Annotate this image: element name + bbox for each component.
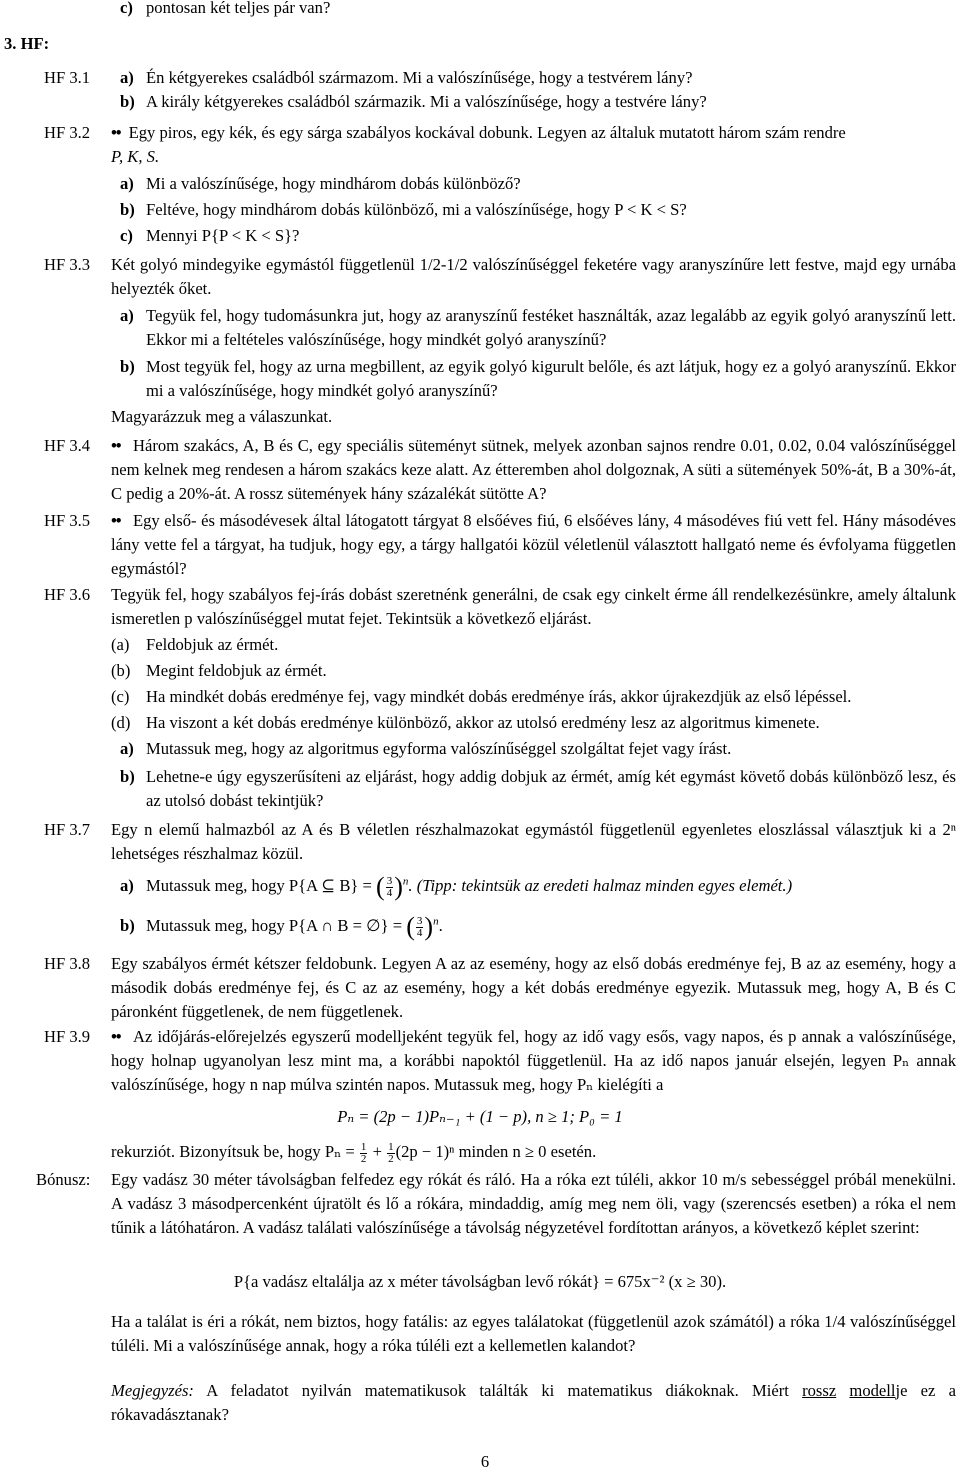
step-label: (a) <box>111 635 130 654</box>
difficulty-bullet-icon: •• <box>111 1027 121 1046</box>
problem-text: Három szakács, A, B és C, egy speciális süteményt sütnek, melyek azonban sajnos rendre 0.01, 0.02, 0.04 valószínűséggel nem kelnek meg rendesen a három szakács keze alatt. Az étteremben ahol dolgoznak, A süti a sütemények 50%-át, B a 30%-át, C pedig a 20%-át. A rossz sütemények hány százalékát sütötte A? <box>111 436 956 503</box>
problem-text: Egy piros, egy kék, és egy sárga szabályos kockával dobunk. Legyen az általuk mutatott három szám rendre <box>128 123 846 142</box>
item-text: A király kétgyerekes családból származik. Mi a valószínűsége, hogy a testvére lány? <box>146 92 707 111</box>
problem-text: P, K, S. <box>111 147 160 166</box>
item-text: Tegyük fel, hogy tudomásunkra jut, hogy az aranyszínű festéket használták, azaz legalább az egyik golyó aranyszínű lett. Ekkor mi a feltételes valószínűsége, hogy mindkét golyó aranyszínű? <box>146 306 956 349</box>
item-label-b: b) <box>120 767 135 786</box>
page-number: 6 <box>480 1452 490 1471</box>
problem-label: HF 3.7 <box>44 820 91 839</box>
problem-text: Egy szabályos érmét kétszer feldobunk. Legyen A az az esemény, hogy az első dobás eredménye fej, B az az esemény, hogy a második dobás eredménye fej, és C az az esemény, hogy a két dobás eredménye egyezik. Mutassuk meg, hogy A, B és C páronként függetlenek, de nem függetlenek. <box>111 954 956 1021</box>
difficulty-bullet-icon: •• <box>111 436 121 455</box>
problem-label: HF 3.3 <box>44 255 91 274</box>
item-text: Most tegyük fel, hogy az urna megbillent, az egyik golyó kigurult belőle, és azt látjuk, hogy ez a golyó aranyszínű. Ekkor mi a valószínűsége, hogy mindkét golyó aranyszínű? <box>146 357 956 400</box>
step-text: Ha mindkét dobás eredménye fej, vagy mindkét dobás eredménye írás, akkor újrakezdjük az első lépéssel. <box>146 687 852 706</box>
problem-text: Tegyük fel, hogy szabályos fej-írás dobást szeretnénk generálni, de csak egy cinkelt érme áll rendelkezésünkre, amely általunk ismeretlen p valószínűséggel mutat fejet. Tekintsük a következő eljárást. <box>111 585 956 628</box>
item-label-b: b) <box>120 357 135 376</box>
hit-probability-formula: P{a vadász eltalálja az x méter távolságban levő rókát} = 675x⁻² (x ≥ 30). <box>233 1272 727 1291</box>
step-label: (c) <box>111 687 130 706</box>
problem-text: Ha a találat is éri a rókát, nem biztos, hogy fatális: az egyes találatokat (függetlenül azok számától) a róka 1/4 valószínűséggel túléli. Mi a valószínűsége annak, hogy a róka túléli ezt a kellemetlen kalandot? <box>111 1312 956 1355</box>
problem-label: HF 3.6 <box>44 585 91 604</box>
step-text: Ha viszont a két dobás eredménye különböző, akkor az utolsó eredmény lesz az algoritmus kimenete. <box>146 713 820 732</box>
problem-label: HF 3.2 <box>44 123 91 142</box>
step-label: (b) <box>111 661 131 680</box>
item-label-c: c) <box>120 0 133 17</box>
difficulty-bullet-icon: •• <box>111 123 121 142</box>
item-text: Mutassuk meg, hogy P{A ⊆ B} = ( $\frac{3}{4}$ )$^n$. (Tipp: tekintsük az eredeti halmaz minden egyes elemét.) <box>146 872 793 902</box>
item-label-b: b) <box>120 92 135 111</box>
section-heading: 3. HF: <box>4 34 50 53</box>
item-text: Mennyi P{P < K < S}? <box>146 226 300 245</box>
problem-text: Két golyó mindegyike egymástól függetlenül 1/2-1/2 valószínűséggel feketére vagy aranyszínűre lett festve, majd egy urnába helyezték őket. <box>111 255 956 298</box>
problem-label: HF 3.8 <box>44 954 91 973</box>
item-text: pontosan két teljes pár van? <box>146 0 331 17</box>
step-text: Feldobjuk az érmét. <box>146 635 279 654</box>
item-text: Feltéve, hogy mindhárom dobás különböző, mi a valószínűsége, hogy P < K < S? <box>146 200 687 219</box>
problem-label: Bónusz: <box>36 1170 91 1189</box>
step-text: Megint feldobjuk az érmét. <box>146 661 327 680</box>
recursion-equation: Pₙ = (2p − 1)Pₙ₋₁ + (1 − p), n ≥ 1; P₀ = 1 <box>337 1107 623 1126</box>
step-label: (d) <box>111 713 131 732</box>
problem-label: HF 3.9 <box>44 1027 91 1046</box>
item-label-b: b) <box>120 200 135 219</box>
remark: Megjegyzés: A feladatot nyilván matematikusok találták ki matematikus diákoknak. Miért rossz modellje ez a rókavadásztanak? <box>111 1381 956 1424</box>
item-text: Mutassuk meg, hogy P{A ∩ B = ∅} = ( $\frac{3}{4}$ )$^n$. <box>146 912 443 942</box>
difficulty-bullet-icon: •• <box>111 511 121 530</box>
problem-text: rekurziót. Bizonyítsuk be, hogy Pₙ = $\frac{1}{2}$ + $\frac{1}{2}$ (2p − 1)ⁿ minden n ≥ 0 esetén. <box>111 1140 597 1165</box>
problem-label: HF 3.1 <box>44 68 91 87</box>
item-text: Mutassuk meg, hogy az algoritmus egyforma valószínűséggel szolgáltat fejet vagy írást. <box>146 739 732 758</box>
problem-text: Az időjárás-előrejelzés egyszerű modelljeként tegyük fel, hogy az idő vagy esős, vagy napos, és p annak a valószínűsége, hogy holnap ugyanolyan lesz mint ma, a korábbi napoktól függetlenül. Ha az idő napos január elsején, legyen Pₙ annak valószínűsége, hogy n nap múlva szintén napos. Mutassuk meg, hogy Pₙ kielégíti a <box>111 1027 956 1094</box>
item-text: Lehetne-e úgy egyszerűsíteni az eljárást, hogy addig dobjuk az érmét, amíg két egymást követő dobás különböző lesz, és az utolsó dobást tekintjük? <box>146 767 956 810</box>
item-label-a: a) <box>120 739 134 758</box>
item-label-c: c) <box>120 226 133 245</box>
item-label-a: a) <box>120 174 134 193</box>
item-label-b: b) <box>120 916 135 935</box>
problem-text: Egy n elemű halmazból az A és B véletlen részhalmazokat egymástól függetlenül egyenletes eloszlással választjuk ki a 2ⁿ lehetséges részhalmaz közül. <box>111 820 956 863</box>
item-label-a: a) <box>120 876 134 895</box>
problem-text: Egy első- és másodévesek által látogatott tárgyat 8 elsőéves fiú, 6 elsőéves lány, 4 másodéves fiú vett fel. Hány másodéves lány vette fel a tárgyat, ha tudjuk, hogy egy, a tárgy hallgatói közül véletlenül választott hallgató neme és évfolyama független egymástól? <box>111 511 956 578</box>
problem-note: Magyarázzuk meg a válaszunkat. <box>111 407 333 426</box>
item-text: Én kétgyerekes családból származom. Mi a valószínűsége, hogy a testvérem lány? <box>146 68 693 87</box>
item-label-a: a) <box>120 68 134 87</box>
item-label-a: a) <box>120 306 134 325</box>
item-text: Mi a valószínűsége, hogy mindhárom dobás különböző? <box>146 174 521 193</box>
problem-text: Egy vadász 30 méter távolságban felfedez egy rókát és ráló. Ha a róka ezt túléli, akkor 10 m/s sebességgel próbál menekülni. A vadász 3 másodpercenként újratölt és lő a rókára, mindaddig, amíg meg nem öli, vagy (szerencsés esetben) a róka el nem tűnik a látóhatáron. A vadász találati valószínűsége a távolság négyzetével fordítottan arányos, a következő képlet szerint: <box>111 1170 956 1237</box>
problem-label: HF 3.4 <box>44 436 91 455</box>
problem-label: HF 3.5 <box>44 511 91 530</box>
